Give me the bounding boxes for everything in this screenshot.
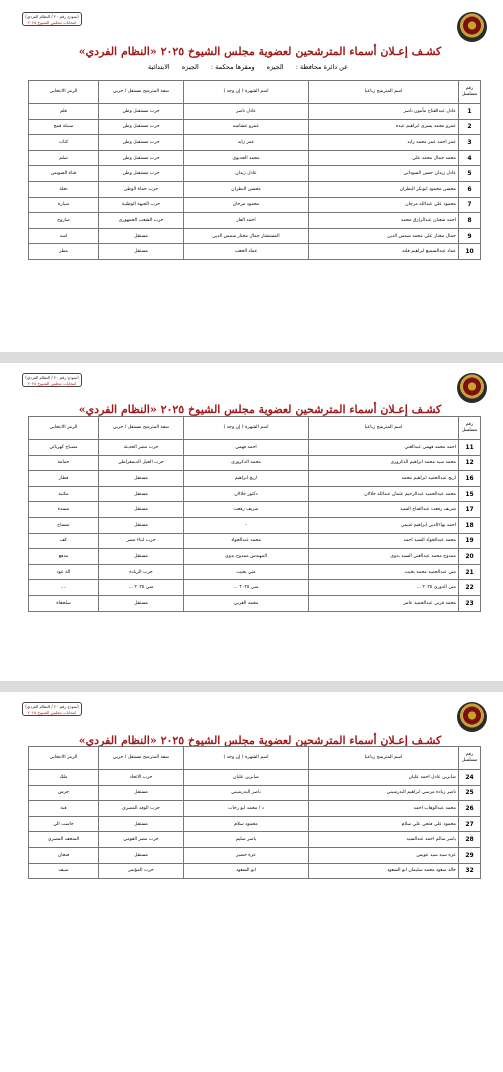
cell-status: مستقل: [99, 486, 184, 502]
cell-symbol: قطار: [29, 471, 99, 487]
table-row: [29, 533, 481, 549]
header-fame: اسم الشهرة ( إن وجد ): [184, 747, 309, 770]
cell-fame: مني بخيت: [184, 564, 309, 580]
stamp-line1: (نموذج رقم ٢٠ / النظام الفردي): [25, 375, 79, 380]
cell-symbol: جرس: [29, 785, 99, 801]
table-row: [29, 863, 481, 879]
cell-name: صابرين عادل احمد عليان: [309, 770, 459, 786]
cell-symbol: المتحف المصري: [29, 832, 99, 848]
cell-status: حزب مستقبل وطن: [99, 135, 184, 151]
cell-status: حزب الجبهة الوطنية: [99, 197, 184, 213]
cell-symbol: مسدة: [29, 502, 99, 518]
cell-name: محسن محمود ابوبكر البطران: [309, 181, 459, 197]
cell-fame: عادل ناصر: [184, 104, 309, 120]
stamp-line2: انتخابات مجلس الشيوخ ٢٠٢٥: [27, 20, 77, 25]
table-row: [29, 244, 481, 260]
cell-num: 26: [459, 801, 481, 817]
cell-fame: محمد القرني: [184, 595, 309, 611]
cell-num: 23: [459, 595, 481, 611]
cell-symbol: كف: [29, 533, 99, 549]
cell-symbol: سيارة: [29, 197, 99, 213]
cell-num: 18: [459, 517, 481, 533]
cell-symbol: اسد: [29, 228, 99, 244]
document-page-1: [0, 0, 503, 352]
cell-status: حزب الجيل الديمقراطي: [99, 455, 184, 471]
cell-symbol: سنبلة قمح: [29, 119, 99, 135]
cell-status: مستقل: [99, 847, 184, 863]
cell-name: احمد بهاءالدين ابراهيم غنيمي: [309, 517, 459, 533]
candidates-table: [28, 80, 481, 260]
cell-num: 21: [459, 564, 481, 580]
cell-num: 20: [459, 549, 481, 565]
cell-symbol: تمساح: [29, 517, 99, 533]
cell-symbol: سيف: [29, 863, 99, 879]
district-governorate: الجيزه: [266, 63, 284, 71]
cell-fame: محمد الجديوي: [184, 150, 309, 166]
table-row: [29, 135, 481, 151]
cell-fame: احمد فهمي: [184, 440, 309, 456]
table-row: [29, 801, 481, 817]
cell-fame: شريف رفعت: [184, 502, 309, 518]
cell-status: حزب الاتحاد: [99, 770, 184, 786]
cell-num: 2: [459, 119, 481, 135]
page-title: كشـف إعـلان أسماء المترشحين لعضوية مجلس الشيوخ ٢٠٢٥ «النظام الفردي»: [78, 734, 442, 747]
cell-fame: عمر زايد: [184, 135, 309, 151]
district-seat: الجيزه: [181, 63, 199, 71]
cell-symbol: قبة: [29, 801, 99, 817]
form-stamp: [22, 12, 82, 26]
table-header-row: [29, 81, 481, 104]
table-row: [29, 847, 481, 863]
cell-fame: المهندس ممدوح بدوي: [184, 549, 309, 565]
cell-fame: صابرين عليان: [184, 770, 309, 786]
table-row: [29, 770, 481, 786]
header-name: اسم المترشح رباعيا: [309, 747, 459, 770]
cell-symbol: حمامة: [29, 455, 99, 471]
egypt-emblem-icon: [457, 702, 487, 732]
cell-num: 19: [459, 533, 481, 549]
table-row: [29, 549, 481, 565]
cell-num: 7: [459, 197, 481, 213]
cell-status: حزب حماة الوطن: [99, 181, 184, 197]
egypt-emblem-icon: [457, 12, 487, 42]
cell-fame: دكتور جلالان: [184, 486, 309, 502]
header-num: رقم مسلسل: [459, 417, 481, 440]
district-label: [148, 63, 348, 71]
cell-fame: احمد الفار: [184, 213, 309, 229]
cell-symbol: نخلة: [29, 181, 99, 197]
district-court: الابتدائية: [147, 63, 170, 71]
cell-status: حزب مصر الحديثة: [99, 440, 184, 456]
cell-name: مني الدوري ٢٠٢٥ ...: [309, 580, 459, 596]
cell-num: 1: [459, 104, 481, 120]
cell-num: 10: [459, 244, 481, 260]
cell-name: اريج عبدالحميد ابراهيم محمد: [309, 471, 459, 487]
header-status: صفة المترشح مستقل / حزبي: [99, 81, 184, 104]
table-row: [29, 455, 481, 471]
cell-status: مستقل: [99, 785, 184, 801]
cell-fame: عمرو عشاشه: [184, 119, 309, 135]
cell-name: شريف رفعت عبدالفتاح السيد: [309, 502, 459, 518]
header-fame: اسم الشهرة ( إن وجد ): [184, 81, 309, 104]
cell-name: مني عبدالحميد محمد بخيت: [309, 564, 459, 580]
header-status: صفة المترشح مستقل / حزبي: [99, 747, 184, 770]
cell-status: مستقل: [99, 471, 184, 487]
candidates-table: [28, 746, 481, 879]
cell-fame: محمد عبدالجواد: [184, 533, 309, 549]
cell-status: مستقل: [99, 228, 184, 244]
stamp-line1: (نموذج رقم ٢٠ / النظام الفردي): [25, 704, 79, 709]
cell-fame: محسن البطران: [184, 181, 309, 197]
cell-symbol: كتاب: [29, 135, 99, 151]
header-symbol: الرمز الانتخابي: [29, 747, 99, 770]
stamp-line2: انتخابات مجلس الشيوخ ٢٠٢٥: [27, 710, 77, 715]
cell-symbol: ملك: [29, 770, 99, 786]
district-label-text: عن دائرة محافظة :: [295, 63, 348, 71]
cell-status: مستقل: [99, 595, 184, 611]
cell-status: مستقل: [99, 517, 184, 533]
document-page-2: [0, 363, 503, 681]
page-title: كشـف إعـلان أسماء المترشحين لعضوية مجلس الشيوخ ٢٠٢٥ «النظام الفردي»: [78, 403, 442, 416]
cell-name: محمد قرني عبدالحميد عامر: [309, 595, 459, 611]
cell-symbol: مكتبة: [29, 486, 99, 502]
table-row: [29, 564, 481, 580]
cell-symbol: مصباح كهربائي: [29, 440, 99, 456]
cell-status: حزب مستقبل وطن: [99, 150, 184, 166]
cell-status: حزب مستقبل وطن: [99, 166, 184, 182]
cell-num: 27: [459, 816, 481, 832]
table-header-row: [29, 417, 481, 440]
cell-symbol: فنجان: [29, 847, 99, 863]
cell-status: مستقل: [99, 502, 184, 518]
cell-status: حزب الشعب الجمهوري: [99, 213, 184, 229]
cell-symbol: سلم: [29, 150, 99, 166]
cell-num: 6: [459, 181, 481, 197]
cell-fame: عزة خضير: [184, 847, 309, 863]
header-symbol: الرمز الانتخابي: [29, 417, 99, 440]
table-row: [29, 502, 481, 518]
cell-name: عمرو محمد يسري ابراهيم عبده: [309, 119, 459, 135]
cell-name: عادل زيدان حسن السوداني: [309, 166, 459, 182]
table-row: [29, 486, 481, 502]
header-symbol: الرمز الانتخابي: [29, 81, 99, 104]
cell-fame: د / محمد ابو رحاب: [184, 801, 309, 817]
cell-fame: ابو السعود: [184, 863, 309, 879]
cell-name: ناصر زيادة مرسي ابراهيم البدرشيني: [309, 785, 459, 801]
cell-symbol: صاروخ: [29, 213, 99, 229]
cell-num: 25: [459, 785, 481, 801]
table-row: [29, 440, 481, 456]
cell-status: حزب الريادة: [99, 564, 184, 580]
table-row: [29, 181, 481, 197]
cell-name: عماد عبدالسميع ابراهيم قلته: [309, 244, 459, 260]
candidates-table: [28, 416, 481, 612]
cell-num: 3: [459, 135, 481, 151]
cell-num: 28: [459, 832, 481, 848]
table-row: [29, 213, 481, 229]
cell-symbol: قلم: [29, 104, 99, 120]
cell-status: حزب مصر القومي: [99, 832, 184, 848]
cell-symbol: سلحفاة: [29, 595, 99, 611]
document-page-3: [0, 692, 503, 1072]
cell-name: احمد شعبان عبدالرازق محمد: [309, 213, 459, 229]
table-row: [29, 832, 481, 848]
header-fame: اسم الشهرة ( إن وجد ): [184, 417, 309, 440]
cell-fame: -: [184, 517, 309, 533]
cell-status: مني ٢٠٢٥ ...: [99, 580, 184, 596]
table-row: [29, 595, 481, 611]
cell-name: ممدوح محمد عبدالغني السيد بدوي: [309, 549, 459, 565]
table-row: [29, 119, 481, 135]
cell-num: 8: [459, 213, 481, 229]
table-row: [29, 104, 481, 120]
cell-status: حزب مستقبل وطن: [99, 119, 184, 135]
cell-status: مستقل: [99, 816, 184, 832]
cell-symbol: الة عود: [29, 564, 99, 580]
cell-status: حزب الوفد المصري: [99, 801, 184, 817]
stamp-line1: (نموذج رقم ٢٠ / النظام الفردي): [25, 14, 79, 19]
cell-name: محمد عبدالحميد عبدالرحيم عثمان عبدالله جلالان: [309, 486, 459, 502]
cell-symbol: ....: [29, 580, 99, 596]
cell-name: خالد سعود محمد سليمان ابو السعود: [309, 863, 459, 879]
header-num: رقم مسلسل: [459, 81, 481, 104]
cell-status: حزب ابناء مصر: [99, 533, 184, 549]
cell-symbol: مدفع: [29, 549, 99, 565]
cell-num: 24: [459, 770, 481, 786]
cell-num: 17: [459, 502, 481, 518]
cell-fame: المستشار جمال مختار شمس الدين: [184, 228, 309, 244]
egypt-emblem-icon: [457, 373, 487, 403]
cell-name: جمال مختار علي محمد شمس الدين: [309, 228, 459, 244]
cell-fame: اريج ابراهيم: [184, 471, 309, 487]
cell-name: احمد محمد فهمي عبدالغني: [309, 440, 459, 456]
cell-num: 16: [459, 471, 481, 487]
table-row: [29, 471, 481, 487]
header-status: صفة المترشح مستقل / حزبي: [99, 417, 184, 440]
district-seat-label: ومقرها محكمة :: [210, 63, 255, 71]
cell-status: حزب المؤتمر: [99, 863, 184, 879]
cell-fame: محمود سلام: [184, 816, 309, 832]
cell-num: 12: [459, 455, 481, 471]
cell-num: 5: [459, 166, 481, 182]
table-row: [29, 166, 481, 182]
cell-name: محمد عبدالجواد السيد احمد: [309, 533, 459, 549]
cell-num: 9: [459, 228, 481, 244]
table-row: [29, 228, 481, 244]
cell-name: محمد عبدالوهاب احمد: [309, 801, 459, 817]
cell-num: 15: [459, 486, 481, 502]
cell-status: مستقل: [99, 244, 184, 260]
cell-symbol: حاسب الي: [29, 816, 99, 832]
cell-name: عزه سيد سيد عويس: [309, 847, 459, 863]
page-title: كشـف إعـلان أسماء المترشحين لعضوية مجلس الشيوخ ٢٠٢٥ «النظام الفردي»: [78, 45, 442, 58]
stamp-line2: انتخابات مجلس الشيوخ ٢٠٢٥: [27, 381, 77, 386]
cell-status: مستقل: [99, 549, 184, 565]
cell-fame: عماد الجعب: [184, 244, 309, 260]
cell-symbol: قناة السويس: [29, 166, 99, 182]
header-num: رقم مسلسل: [459, 747, 481, 770]
cell-status: حزب مستقبل وطن: [99, 104, 184, 120]
cell-fame: عادل زيدان: [184, 166, 309, 182]
cell-num: 29: [459, 847, 481, 863]
cell-num: 22: [459, 580, 481, 596]
cell-fame: ياسر سليم: [184, 832, 309, 848]
cell-name: محمد جمال محمد علي: [309, 150, 459, 166]
table-row: [29, 150, 481, 166]
cell-name: محمود علي عبدالله مرجان: [309, 197, 459, 213]
table-row: [29, 197, 481, 213]
cell-name: عادل عبدالفتاح مأمون ناصر: [309, 104, 459, 120]
cell-name: عمر احمد عمر محمد زايد: [309, 135, 459, 151]
cell-fame: محمد الدكروري: [184, 455, 309, 471]
cell-name: محمود علي فتحي علي سلام: [309, 816, 459, 832]
cell-fame: مني ٢٠٢٥ ...: [184, 580, 309, 596]
table-row: [29, 816, 481, 832]
cell-name: ياسر سالم احمد عبدالسيد: [309, 832, 459, 848]
cell-num: 11: [459, 440, 481, 456]
table-row: [29, 517, 481, 533]
cell-fame: محمود مرجان: [184, 197, 309, 213]
form-stamp: [22, 702, 82, 716]
cell-symbol: مطر: [29, 244, 99, 260]
cell-fame: ناصر البدرشيني: [184, 785, 309, 801]
table-row: [29, 580, 481, 596]
header-name: اسم المترشح رباعيا: [309, 417, 459, 440]
form-stamp: [22, 373, 82, 387]
cell-num: 32: [459, 863, 481, 879]
table-header-row: [29, 747, 481, 770]
header-name: اسم المترشح رباعيا: [309, 81, 459, 104]
cell-num: 4: [459, 150, 481, 166]
cell-name: محمد سيد محمد ابراهيم الدكروري: [309, 455, 459, 471]
table-row: [29, 785, 481, 801]
